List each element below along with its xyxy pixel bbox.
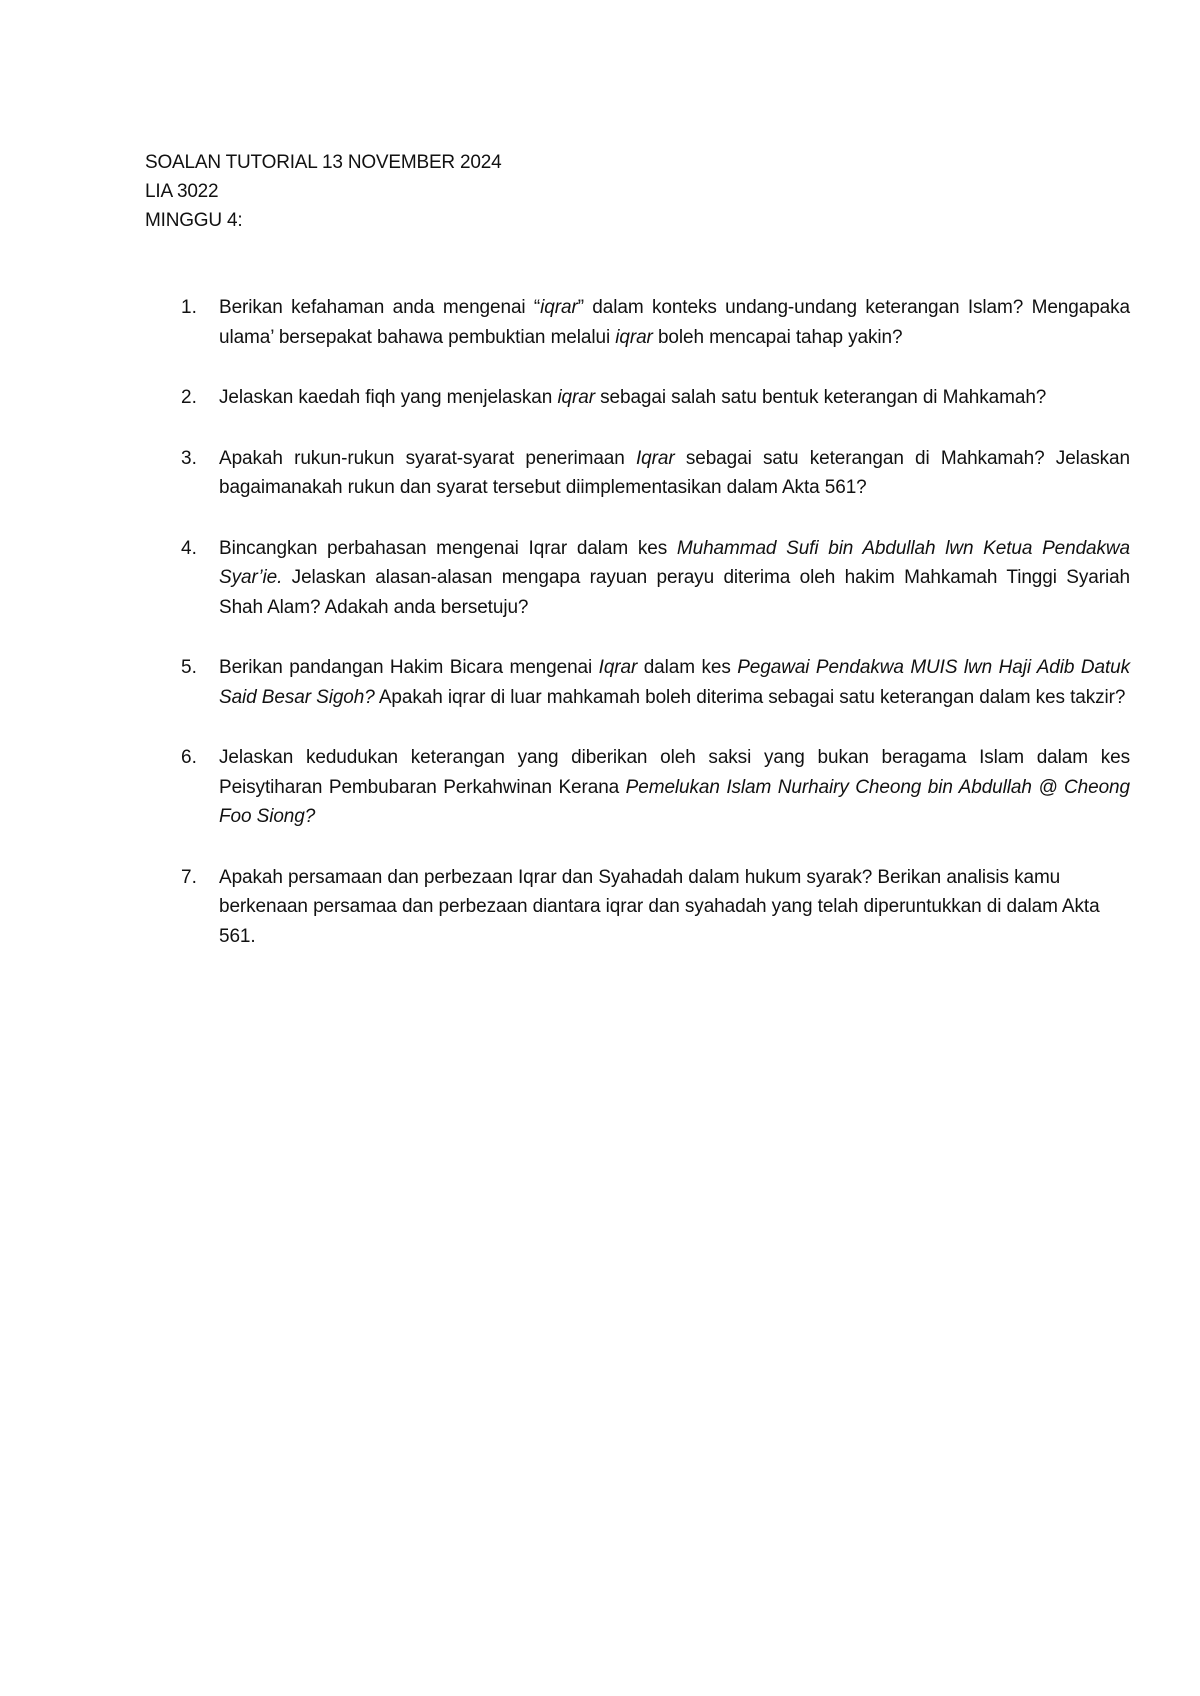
- question-number: 7.: [181, 866, 197, 888]
- question-number: 5.: [181, 657, 197, 678]
- document-title: SOALAN TUTORIAL 13 NOVEMBER 2024: [145, 152, 502, 173]
- document-header: [145, 148, 1060, 235]
- term-emphasis: iqrar: [557, 387, 595, 408]
- question-item: [145, 863, 1130, 952]
- question-item: [145, 444, 1130, 503]
- term-emphasis: Iqrar: [598, 657, 638, 678]
- question-number: 6.: [181, 747, 197, 768]
- question-number: 4.: [181, 537, 197, 559]
- question-item: [145, 293, 1130, 352]
- case-name: Pemelukan Islam Nurhairy Cheong bin Abdullah @ Cheong Foo Siong?: [219, 776, 1130, 827]
- week-label: MINGGU 4:: [145, 210, 243, 231]
- question-number: 3.: [181, 447, 197, 469]
- question-item: [145, 653, 1130, 712]
- question-text: Berikan pandangan Hakim Bicara mengenai Iqrar dalam kes Pegawai Pendakwa MUIS lwn Haji Adib Datuk Said Besar Sigoh? Apakah iqrar di luar mahkamah boleh diterima sebagai satu keterangan dalam kes takzir?: [219, 657, 1130, 708]
- question-text: Bincangkan perbahasan mengenai Iqrar dalam kes Muhammad Sufi bin Abdullah lwn Ketua Pendakwa Syar’ie. Jelaskan alasan-alasan mengapa rayuan perayu diterima oleh hakim Mahkamah Tinggi Syariah Shah Alam? Adakah anda bersetuju?: [219, 537, 1130, 618]
- term-emphasis: iqrar: [540, 297, 578, 318]
- question-item: [145, 534, 1130, 623]
- case-name: Muhammad Sufi bin Abdullah lwn Ketua Pendakwa Syar’ie.: [219, 537, 1130, 588]
- question-number: 2.: [181, 387, 197, 408]
- question-text: Jelaskan kaedah fiqh yang menjelaskan iqrar sebagai salah satu bentuk keterangan di Mahkamah?: [219, 387, 1047, 408]
- question-list: [145, 293, 1130, 951]
- question-number: 1.: [181, 297, 197, 318]
- question-item: [145, 743, 1130, 832]
- case-name: Pegawai Pendakwa MUIS lwn Haji Adib Datuk Said Besar Sigoh?: [219, 657, 1130, 708]
- question-text: Apakah rukun-rukun syarat-syarat penerimaan Iqrar sebagai satu keterangan di Mahkamah? Jelaskan bagaimanakah rukun dan syarat tersebut diimplementasikan dalam Akta 561?: [219, 447, 1130, 498]
- term-emphasis: Iqrar: [636, 447, 675, 469]
- question-text: Berikan kefahaman anda mengenai “iqrar” dalam konteks undang-undang keterangan Islam? Mengapaka ulama’ bersepakat bahawa pembuktian melalui iqrar boleh mencapai tahap yakin?: [219, 297, 1130, 348]
- course-code: LIA 3022: [145, 181, 219, 202]
- question-text: Apakah persamaan dan perbezaan Iqrar dan Syahadah dalam hukum syarak? Berikan analisis kamu berkenaan persamaa dan perbezaan diantara iqrar dan syahadah yang telah diperuntukkan di dalam Akta 561.: [219, 866, 1100, 947]
- question-text: Jelaskan kedudukan keterangan yang diberikan oleh saksi yang bukan beragama Islam dalam kes Peisytiharan Pembubaran Perkahwinan Kerana Pemelukan Islam Nurhairy Cheong bin Abdullah @ Cheong Foo Siong?: [219, 747, 1130, 827]
- term-emphasis: iqrar: [615, 326, 653, 348]
- question-item: [145, 383, 1130, 413]
